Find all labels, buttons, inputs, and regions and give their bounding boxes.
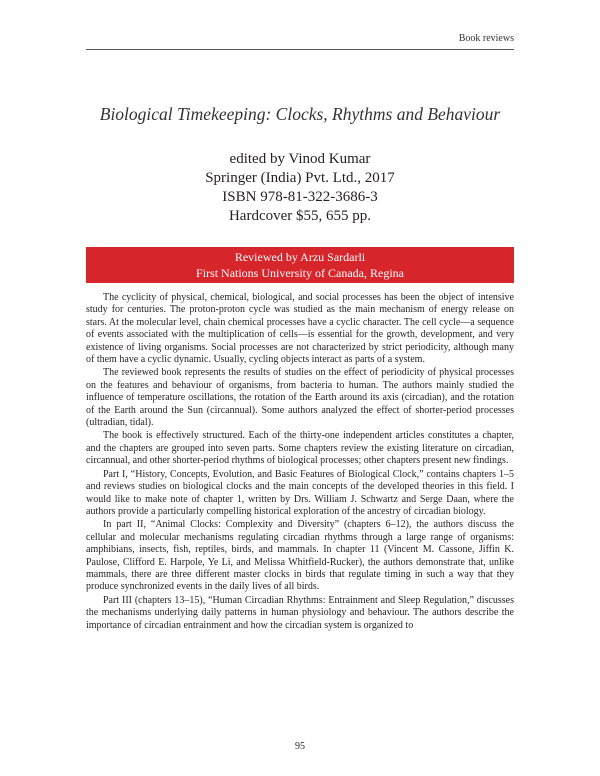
paragraph: The cyclicity of physical, chemical, biological, and social processes has been the object of intensive study for centuries. The proton-proton cycle was studied as the main mechanism of energy release on stars. At the molecular level, chain chemical processes have a cyclic character. The cell cycle—a sequence of events associated with the multiplication of cells—is essential for the growth, development, and very existence of living organisms. Social processes are not characterized by strict periodicity, although many of them have a cyclic dynamic. Usually, cycling objects interact as parts of a system. [86, 292, 514, 366]
reviewer-affiliation: First Nations University of Canada, Regina [196, 265, 404, 280]
book-title: Biological Timekeeping: Clocks, Rhythms and Behaviour [99, 104, 501, 124]
paragraph: Part I, “History, Concepts, Evolution, and Basic Features of Biological Clock,” contains chapters 1–5 and reviews studies on biological clocks and the main concepts of the developed theories in this field. I would like to make note of chapter 1, written by Drs. William J. Schwartz and Serge Daan, where the authors provide a particularly compelling historical exploration of the ancestry of circadian biology. [86, 468, 514, 517]
paragraph: The reviewed book represents the results of studies on the effect of periodicity of physical processes on the features and behaviour of organisms, from bacteria to human. The authors mainly studied the influence of temperature oscillations, the rotation of the Earth around its axis (circadian), and the rotation of the Earth around the Sun (circannual). Some authors analyzed the effect of shorter-period processes (ultradian, tidal). [86, 367, 514, 429]
reviewer-name: Reviewed by Arzu Sardarli [234, 250, 366, 264]
running-head: Book reviews [458, 33, 514, 44]
header-rule [86, 49, 514, 50]
review-body [86, 292, 514, 633]
book-isbn: ISBN 978-81-322-3686-3 [222, 189, 378, 205]
book-editor: edited by Vinod Kumar [229, 151, 371, 167]
book-format-price: Hardcover $55, 655 pp. [228, 208, 372, 224]
reviewer-banner [86, 247, 514, 283]
paragraph: The book is effectively structured. Each of the thirty-one independent articles constitutes a chapter, and the chapters are grouped into seven parts. Some chapters review the existing literature on circadian, circannual, and other shorter-period rhythms of biological processes; other chapters present new findings. [86, 430, 514, 467]
paragraph: Part III (chapters 13–15), “Human Circadian Rhythms: Entrainment and Sleep Regulation,” discusses the mechanisms underlying daily patterns in human physiology and behaviour. The authors describe the importance of circadian entrainment and how the circadian system is organized to [86, 594, 514, 631]
book-details [0, 150, 600, 226]
book-publisher: Springer (India) Pvt. Ltd., 2017 [205, 170, 395, 186]
paragraph: In part II, “Animal Clocks: Complexity and Diversity” (chapters 6–12), the authors discuss the cellular and molecular mechanisms regulating circadian rhythms through a large range of organisms: amphibians, insects, fish, reptiles, birds, and mammals. In chapter 11 (Vincent M. Cassone, Jiffin K. Paulose, Clifford E. Harpole, Ye Li, and Melissa Whitfield-Rucker), the authors demonstrate that, unlike mammals, there are three different master clocks in birds that regulate timing in such a way that they produce synchronized events in the daily lives of all birds. [86, 519, 514, 593]
page-number: 95 [295, 741, 305, 752]
